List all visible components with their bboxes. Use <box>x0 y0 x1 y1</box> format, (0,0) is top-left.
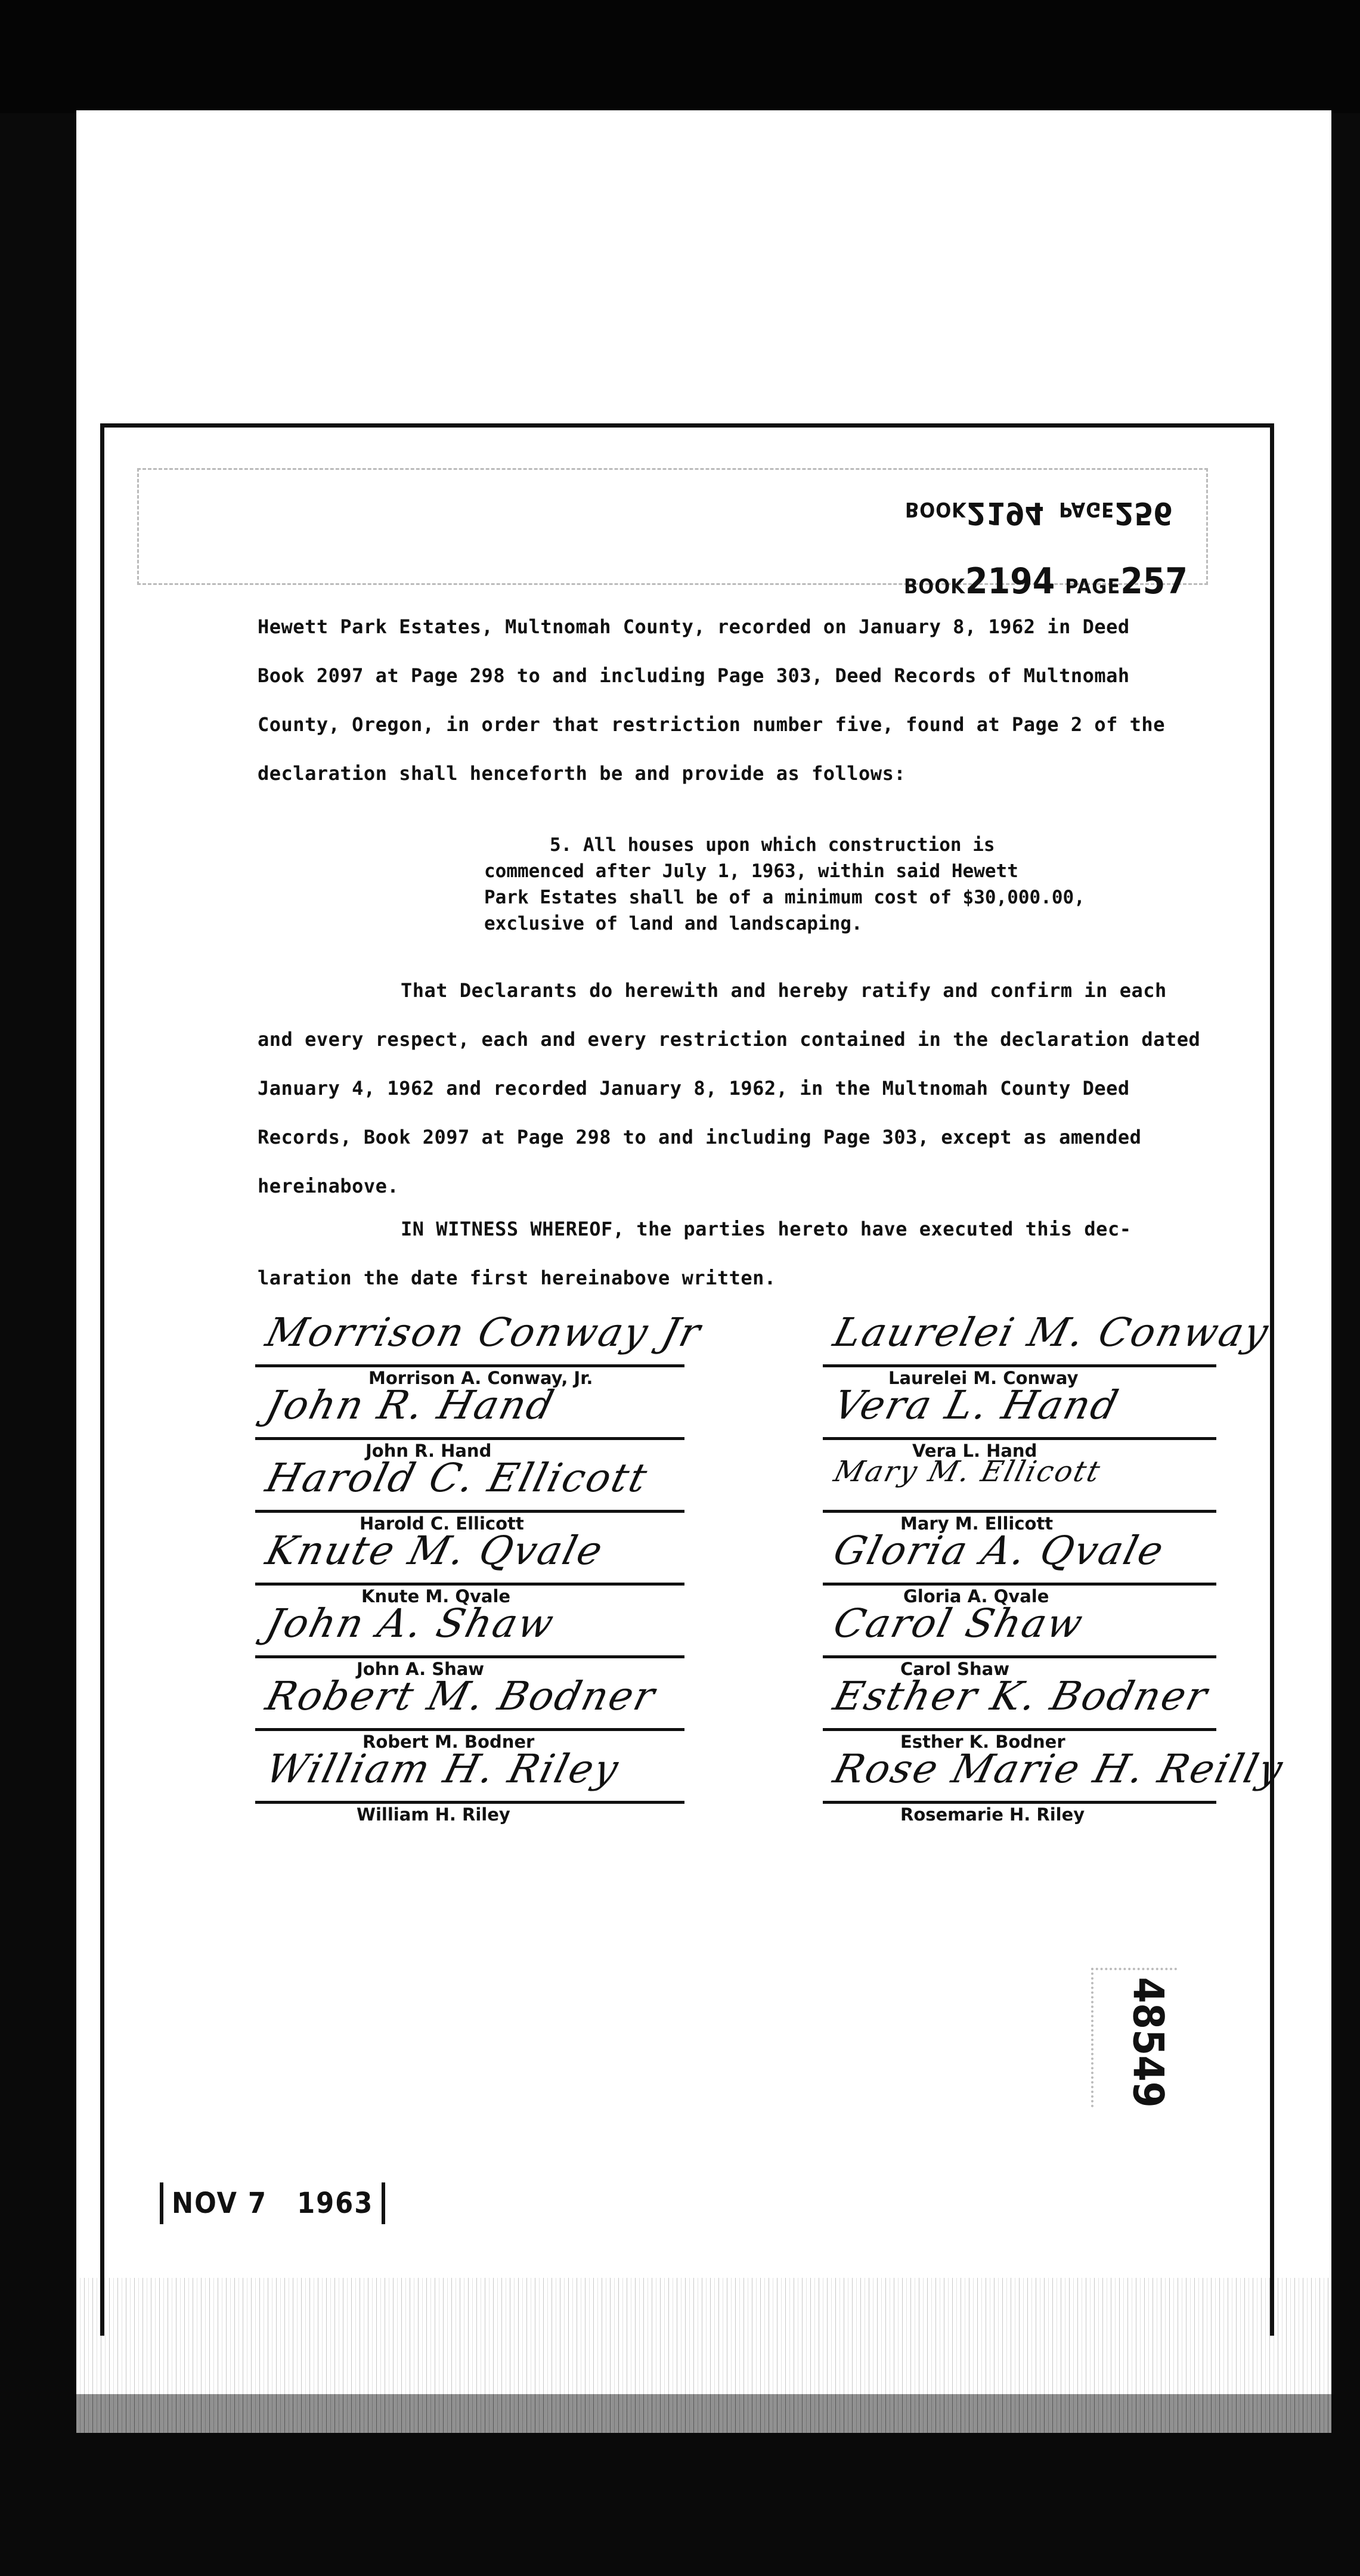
restriction-line: commenced after July 1, 1963, within said Hewett <box>484 860 1018 882</box>
signature: Rose Marie H. Reilly <box>829 1746 1289 1792</box>
signature-line <box>823 1437 1216 1440</box>
book-number: 2194 <box>965 561 1055 602</box>
instrument-number-stamp <box>1091 1968 1177 2107</box>
intro-line: Hewett Park Estates, Multnomah County, recorded on January 8, 1962 in Deed <box>258 615 1130 638</box>
restriction-line: exclusive of land and landscaping. <box>484 913 863 934</box>
stamp-day: 7 <box>248 2187 268 2220</box>
signer-name: Harold C. Ellicott <box>360 1513 524 1534</box>
signer-name: Rosemarie H. Riley <box>900 1804 1085 1825</box>
signature: John A. Shaw <box>261 1600 560 1646</box>
intro-paragraph <box>258 602 1165 798</box>
signer-name: Carol Shaw <box>900 1659 1010 1679</box>
stamp-year: 1963 <box>297 2187 374 2220</box>
signature-block <box>255 1382 684 1461</box>
intro-line: Book 2097 at Page 298 to and including Page 303, Deed Records of Multnomah <box>258 664 1130 687</box>
signer-name: Gloria A. Qvale <box>903 1586 1049 1606</box>
signature-line <box>255 1437 684 1440</box>
ratify-line: January 4, 1962 and recorded January 8, 1962, in the Multnomah County Deed <box>258 1077 1130 1100</box>
bleedthrough-book-reference: BOOK2194 PAGE256 <box>905 495 1173 531</box>
intro-line: County, Oregon, in order that restriction number five, found at Page 2 of the <box>258 713 1165 736</box>
restriction-line: Park Estates shall be of a minimum cost of $30,000.00, <box>484 887 1085 908</box>
signature-line <box>823 1655 1216 1658</box>
signature-line <box>823 1801 1216 1804</box>
signature-line <box>255 1728 684 1731</box>
signature-line <box>255 1510 684 1513</box>
book-page-reference <box>904 561 1188 602</box>
signature-line <box>255 1801 684 1804</box>
restriction-line: 5. All houses upon which construction is <box>550 834 995 856</box>
ratify-line: Records, Book 2097 at Page 298 to and including Page 303, except as amended <box>258 1126 1142 1148</box>
signature-line <box>255 1583 684 1586</box>
signature-line <box>823 1583 1216 1586</box>
signature: Vera L. Hand <box>829 1382 1124 1428</box>
witness-paragraph <box>258 1205 1146 1302</box>
signer-name: Vera L. Hand <box>912 1441 1037 1461</box>
ratify-line: That Declarants do herewith and hereby ratify and confirm in each <box>401 979 1167 1002</box>
signature-block <box>255 1455 684 1534</box>
witness-line: IN WITNESS WHEREOF, the parties hereto have executed this dec- <box>401 1218 1132 1240</box>
signature-line <box>255 1655 684 1658</box>
signature: Mary M. Ellicott <box>831 1455 1105 1488</box>
recording-date-stamp <box>160 2182 385 2224</box>
signature-block <box>823 1528 1216 1606</box>
signature-block <box>255 1673 684 1752</box>
signer-name: Esther K. Bodner <box>900 1732 1065 1752</box>
restriction-five <box>484 832 1134 937</box>
signature-block <box>823 1600 1216 1679</box>
signer-name: John R. Hand <box>365 1441 492 1461</box>
page-label: PAGE <box>1065 575 1121 599</box>
signature: Morrison Conway Jr <box>261 1309 707 1355</box>
signer-name: Knute M. Qvale <box>361 1586 511 1606</box>
page-number: 257 <box>1120 561 1188 602</box>
signature: William H. Riley <box>261 1746 625 1792</box>
signature-block <box>823 1382 1216 1461</box>
signature: Laurelei M. Conway <box>829 1309 1275 1355</box>
signature-block <box>823 1455 1216 1534</box>
signature-block <box>255 1746 684 1825</box>
intro-line: declaration shall henceforth be and provide as follows: <box>258 762 906 785</box>
signature-line <box>255 1364 684 1367</box>
signer-name: Mary M. Ellicott <box>900 1513 1054 1534</box>
signature-line <box>823 1728 1216 1731</box>
ratify-paragraph <box>258 966 1201 1210</box>
signature: Esther K. Bodner <box>829 1673 1214 1719</box>
book-label: BOOK <box>904 575 966 599</box>
signer-name: Robert M. Bodner <box>363 1732 535 1752</box>
signature-block <box>823 1673 1216 1752</box>
scan-border-left <box>0 113 76 2576</box>
signature-block <box>823 1746 1289 1825</box>
signature: Robert M. Bodner <box>261 1673 661 1719</box>
ratify-line: hereinabove. <box>258 1175 399 1197</box>
signature-block <box>823 1309 1275 1388</box>
witness-line: laration the date first hereinabove written. <box>258 1267 776 1289</box>
scan-border-top <box>0 0 1360 113</box>
ratify-line: and every respect, each and every restriction contained in the declaration dated <box>258 1028 1201 1051</box>
signer-name: John A. Shaw <box>357 1659 485 1679</box>
scan-border-bottom <box>0 2433 1360 2576</box>
signer-name: Laurelei M. Conway <box>888 1368 1079 1388</box>
signer-name: Morrison A. Conway, Jr. <box>368 1368 593 1388</box>
stamp-month: NOV <box>172 2187 238 2220</box>
signature-line <box>823 1510 1216 1513</box>
scan-border-right <box>1331 113 1360 2576</box>
signature: Knute M. Qvale <box>261 1528 609 1574</box>
instrument-number: 48549 <box>1123 1977 1173 2108</box>
signature: Gloria A. Qvale <box>829 1528 1170 1574</box>
signature-line <box>823 1364 1216 1367</box>
signature-block <box>255 1600 684 1679</box>
signature: Harold C. Ellicott <box>261 1455 653 1501</box>
signature: John R. Hand <box>261 1382 560 1428</box>
signer-name: William H. Riley <box>357 1804 510 1825</box>
signature-block <box>255 1309 707 1388</box>
signature: Carol Shaw <box>829 1600 1089 1646</box>
signature-block <box>255 1528 684 1606</box>
